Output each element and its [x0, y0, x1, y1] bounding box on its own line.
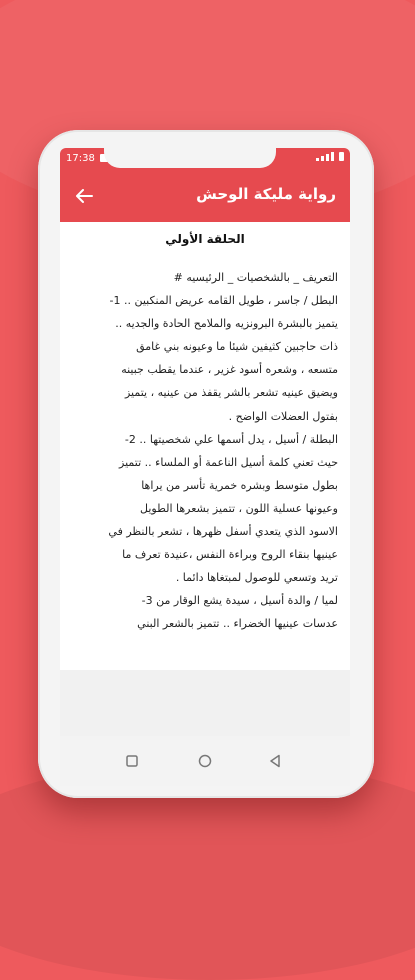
- content-footer-area: [60, 670, 350, 736]
- status-time: 17:38: [66, 153, 95, 164]
- home-icon: [198, 754, 212, 768]
- recent-apps-button[interactable]: [123, 752, 141, 770]
- chapter-title: الحلقة الأولي: [165, 232, 245, 246]
- navigation-bar: [60, 736, 350, 786]
- phone-screen: [60, 148, 350, 736]
- back-button[interactable]: [70, 182, 98, 210]
- signal-bar-icon: [321, 156, 324, 161]
- app-bar: [60, 170, 350, 222]
- arrow-left-icon: [75, 189, 93, 203]
- story-paragraph: التعريف _ بالشخصيات _ الرئيسيه #: [173, 271, 338, 284]
- recent-apps-icon: [126, 755, 138, 767]
- story-content[interactable]: [60, 222, 350, 736]
- signal-bar-icon: [326, 154, 329, 161]
- back-triangle-icon: [269, 754, 281, 768]
- story-paragraph: البطل / جاسر ، طويل القامه عريض المنكبين .. 1- يتميز بالبشرة البرونزيه والملامح الحادة والجديه .. ذات حاجبين كثيفين شيئا ما وعيونه بني غامق متسعه ، وشعره أسود غزير ، عندما يقطب جبينه ويضيق عينيه تشعر بالشر يقفذ من عينيه ، يتميز بفتول العضلات الواضح .: [109, 294, 338, 423]
- system-back-button[interactable]: [266, 752, 284, 770]
- home-button[interactable]: [196, 752, 214, 770]
- story-text: [72, 266, 338, 636]
- signal-battery-indicators: [316, 152, 344, 161]
- app-title: رواية مليكة الوحش: [196, 185, 336, 203]
- battery-icon: [339, 152, 344, 161]
- story-paragraph: لميا / والدة أسيل ، سيدة يشع الوقار من 3- عدسات عينيها الخضراء .. تتميز بالشعر البني: [137, 594, 338, 631]
- signal-bar-icon: [316, 158, 319, 161]
- story-paragraph: البطلة / أسيل ، يدل أسمها علي شخصيتها .. 2- حيث تعني كلمة أسيل الناعمة أو الملساء .. تتميز بطول متوسط وبشره خمرية تأسر من يراها وعيونها عسلية اللون ، تتميز بشعرها الطويل الاسود الذي يتعدي أسفل ظهرها ، تشعر بالنظر في عينيها بنقاء الروح وبراءة النفس ،عنيدة تعرف ما تريد وتسعي للوصول لمبتغاها دائما .: [108, 432, 338, 585]
- signal-bar-icon: [331, 152, 334, 161]
- phone-notch: [104, 148, 276, 168]
